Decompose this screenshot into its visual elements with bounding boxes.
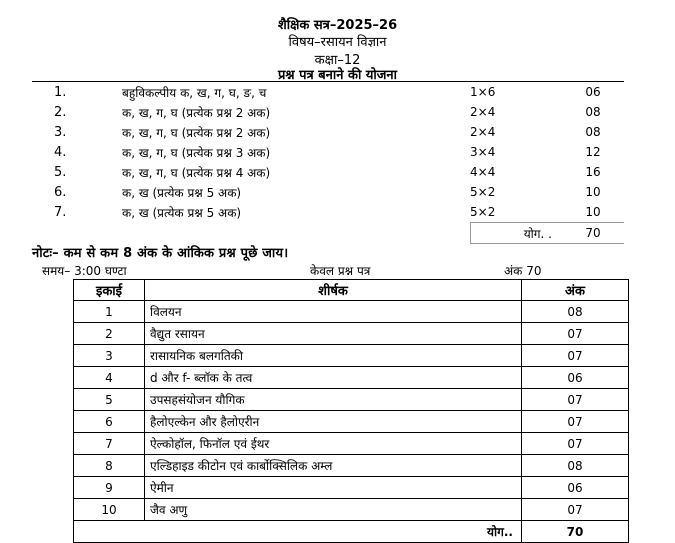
syllabus-topic-text: ऐमीन	[150, 481, 174, 495]
syllabus-row	[74, 301, 629, 323]
plan-row-multiplier: 5×2	[470, 205, 496, 219]
plan-row	[32, 202, 624, 223]
class-title: कक्षा–12	[314, 53, 361, 68]
syllabus-unit: 7	[74, 433, 145, 455]
plan-row-multiplier: 5×2	[470, 185, 496, 199]
syllabus-unit: 4	[74, 367, 145, 389]
syllabus-marks: 06	[522, 477, 629, 499]
plan-row	[32, 162, 624, 182]
plan-row-description: क, ख (प्रत्येक प्रश्न 5 अक)	[122, 185, 242, 200]
plan-row-multiplier: 1×6	[470, 82, 562, 103]
plan-row-number: 2.	[54, 104, 67, 120]
syllabus-table	[73, 279, 629, 543]
syllabus-row	[74, 367, 629, 389]
plan-row-marks: 12	[585, 145, 601, 159]
plan-row-description: क, ख, ग, घ (प्रत्येक प्रश्न 4 अक)	[122, 165, 271, 180]
syllabus-marks: 07	[522, 345, 629, 367]
syllabus-topic	[145, 477, 522, 499]
plan-row-marks: 08	[585, 105, 601, 119]
syllabus-marks: 06	[522, 367, 629, 389]
plan-row-multiplier: 2×4	[470, 125, 496, 139]
plan-row-description: क, ख, ग, घ (प्रत्येक प्रश्न 2 अक)	[122, 125, 271, 140]
plan-row-description: क, ख, ग, घ (प्रत्येक प्रश्न 3 अक)	[122, 145, 271, 160]
syllabus-row	[74, 411, 629, 433]
plan-row-marks: 10	[585, 205, 601, 219]
syllabus-unit: 6	[74, 411, 145, 433]
syllabus-marks: 07	[522, 323, 629, 345]
syllabus-row	[74, 345, 629, 367]
plan-row-multiplier: 2×4	[470, 105, 496, 119]
syllabus-topic-text: ऐल्कोहॉल, फिनॉल एवं ईथर	[150, 437, 270, 451]
syllabus-unit: 3	[74, 345, 145, 367]
syllabus-row	[74, 477, 629, 499]
plan-row-multiplier: 4×4	[470, 165, 496, 179]
header-unit: इकाई	[74, 280, 145, 301]
note-text: नोटः– कम से कम 8 अंक के आंकिक प्रश्न पूछे जाय।	[32, 246, 289, 261]
syllabus-topic-text: जैव अणु	[150, 503, 188, 517]
syllabus-marks: 08	[522, 301, 629, 323]
plan-row	[32, 182, 624, 202]
marks-text: अंक 70	[504, 264, 542, 278]
header-marks: अंक	[522, 280, 629, 301]
syllabus-topic	[145, 499, 522, 521]
plan-total-label: योग. .	[470, 223, 562, 244]
paper-text: केवल प्रश्न पत्र	[310, 264, 371, 278]
syllabus-row	[74, 389, 629, 411]
syllabus-unit: 2	[74, 323, 145, 345]
plan-row-marks: 06	[562, 82, 624, 103]
syllabus-unit: 10	[74, 499, 145, 521]
plan-row-number: 3.	[54, 124, 67, 140]
syllabus-marks: 07	[522, 499, 629, 521]
plan-row-description: बहुविकल्पीय क, ख, ग, घ, ङ, च	[122, 82, 470, 103]
header-topic: शीर्षक	[145, 280, 522, 301]
syllabus-topic	[145, 323, 522, 345]
syllabus-topic-text: रासायनिक बलगतिकी	[150, 349, 244, 363]
syllabus-marks: 07	[522, 411, 629, 433]
plan-row-multiplier: 3×4	[470, 145, 496, 159]
subject-title: विषय–रसायन विज्ञान	[288, 35, 387, 50]
syllabus-unit: 1	[74, 301, 145, 323]
plan-row-number: 4.	[54, 144, 67, 160]
syllabus-total-label: योग..	[74, 521, 522, 543]
syllabus-topic-text: उपसहसंयोजन यौगिक	[150, 393, 245, 407]
plan-row-number: 7.	[54, 204, 67, 220]
session-title: शैक्षिक सत्र–2025–26	[277, 18, 398, 33]
plan-title-text: प्रश्न पत्र बनाने की योजना	[278, 68, 397, 83]
time-text: समय– 3:00 घण्टा	[42, 264, 127, 278]
syllabus-marks: 07	[522, 389, 629, 411]
plan-total-row	[32, 223, 624, 244]
plan-row-description: क, ख (प्रत्येक प्रश्न 5 अक)	[122, 205, 242, 220]
syllabus-row	[74, 433, 629, 455]
plan-row-description: क, ख, ग, घ (प्रत्येक प्रश्न 2 अक)	[122, 105, 271, 120]
plan-total-value: 70	[562, 223, 624, 244]
syllabus-topic	[145, 301, 522, 323]
syllabus-total-value: 70	[522, 521, 629, 543]
syllabus-header-row	[74, 280, 629, 301]
syllabus-topic	[145, 367, 522, 389]
syllabus-topic-text: d और f- ब्लॉक के तत्व	[150, 371, 253, 385]
syllabus-topic-text: विलयन	[150, 305, 182, 319]
syllabus-unit: 5	[74, 389, 145, 411]
plan-row-marks: 16	[585, 165, 601, 179]
syllabus-topic-text: हैलोएल्केन और हैलोएरीन	[150, 415, 260, 429]
plan-row-number: 1.	[32, 82, 122, 103]
plan-row	[32, 142, 624, 162]
plan-row-number: 5.	[54, 164, 67, 180]
syllabus-unit: 8	[74, 455, 145, 477]
plan-row	[32, 122, 624, 142]
syllabus-topic	[145, 433, 522, 455]
syllabus-unit: 9	[74, 477, 145, 499]
syllabus-marks: 07	[522, 433, 629, 455]
plan-row	[32, 82, 624, 103]
plan-row-number: 6.	[54, 184, 67, 200]
syllabus-topic	[145, 411, 522, 433]
syllabus-topic	[145, 455, 522, 477]
syllabus-row	[74, 499, 629, 521]
plan-row	[32, 102, 624, 122]
syllabus-topic	[145, 389, 522, 411]
syllabus-row	[74, 323, 629, 345]
plan-row-marks: 08	[585, 125, 601, 139]
question-plan-table	[32, 81, 624, 244]
syllabus-marks: 08	[522, 455, 629, 477]
syllabus-row	[74, 455, 629, 477]
syllabus-topic-text: वैद्युत रसायन	[150, 327, 205, 341]
plan-row-marks: 10	[585, 185, 601, 199]
syllabus-topic	[145, 345, 522, 367]
syllabus-topic-text: एल्डिहाइड कीटोन एवं कार्बोक्सिलिक अम्ल	[150, 459, 333, 473]
syllabus-total-row	[74, 521, 629, 543]
